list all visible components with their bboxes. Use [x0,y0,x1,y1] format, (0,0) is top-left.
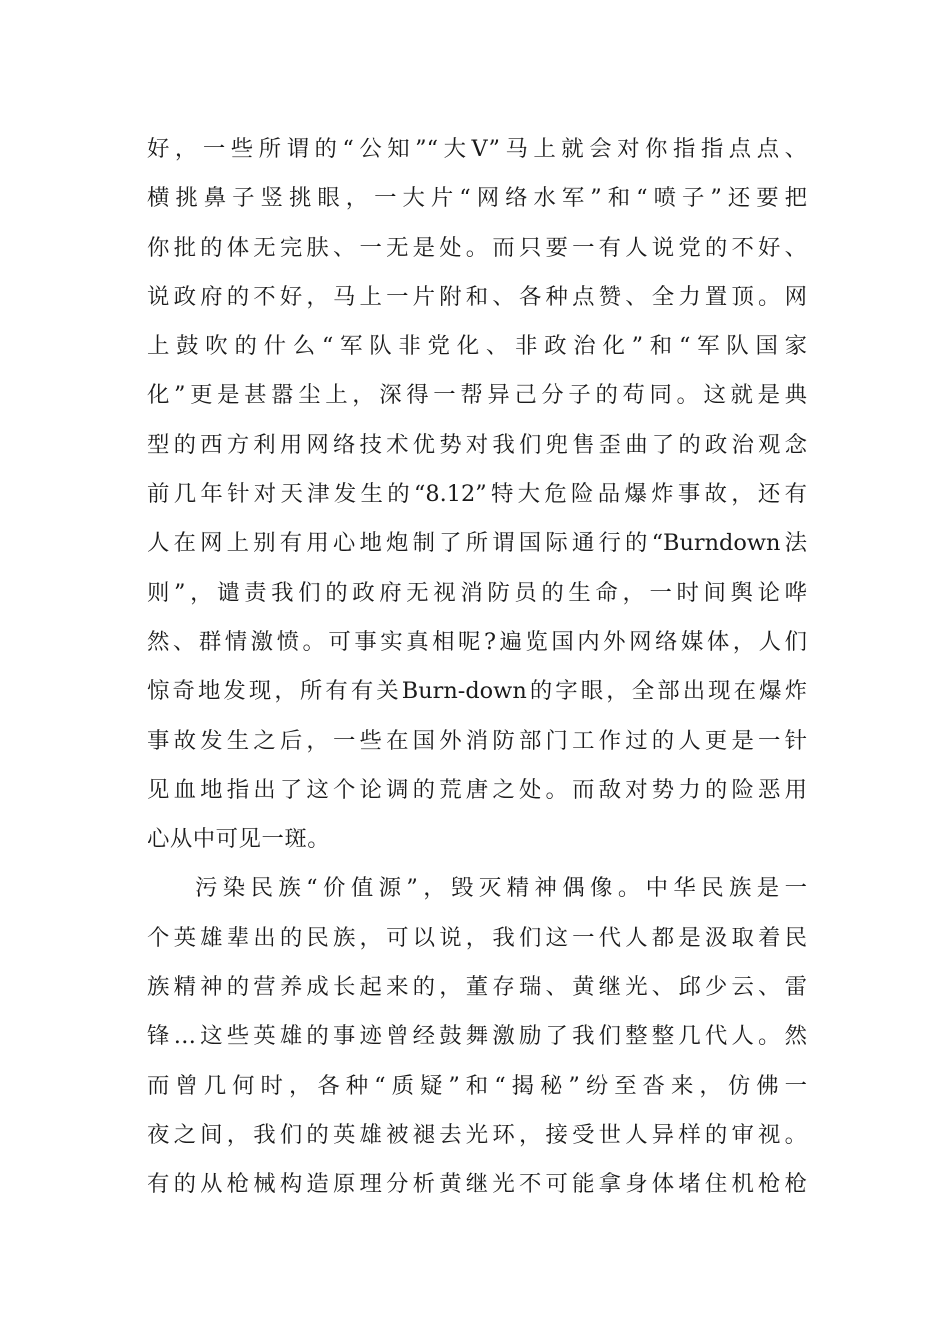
text-line: 夜之间，我们的英雄被褪去光环，接受世人异样的审视。 [147,1121,807,1148]
text-line: 化”更是甚嚣尘上，深得一帮异己分子的苟同。这就是典 [147,382,807,409]
text-line: 上鼓吹的什么“军队非党化、非政治化”和“军队国家 [147,333,807,360]
text-line: 横挑鼻子竖挑眼，一大片“网络水军”和“喷子”还要把 [147,185,807,212]
text-line: 锋…这些英雄的事迹曾经鼓舞激励了我们整整几代人。然 [147,1023,807,1050]
text-line: 说政府的不好，马上一片附和、各种点赞、全力置顶。网 [147,283,807,310]
text-line: 型的西方利用网络技术优势对我们兜售歪曲了的政治观念 [147,431,807,458]
text-line: 则”，谴责我们的政府无视消防员的生命，一时间舆论哗 [147,579,807,606]
text-line: 事故发生之后，一些在国外消防部门工作过的人更是一针 [147,727,807,754]
text-line: 而曾几何时，各种“质疑”和“揭秘”纷至沓来，仿佛一 [147,1072,807,1099]
text-line: 然、群情激愤。可事实真相呢?遍览国内外网络媒体，人们 [147,628,807,655]
text-line: 好，一些所谓的“公知”“大V”马上就会对你指指点点、 [147,136,807,162]
text-line: 你批的体无完肤、一无是处。而只要一有人说党的不好、 [147,234,807,261]
text-line: 见血地指出了这个论调的荒唐之处。而敌对势力的险恶用 [147,776,807,803]
text-line: 有的从枪械构造原理分析黄继光不可能拿身体堵住机枪枪 [147,1171,807,1198]
text-line: 心从中可见一斑。 [147,826,331,853]
text-line: 惊奇地发现，所有有关Burn-down的字眼，全部出现在爆炸 [147,678,807,705]
text-line: 族精神的营养成长起来的，董存瑞、黄继光、邱少云、雷 [147,974,807,1001]
text-line: 人在网上别有用心地炮制了所谓国际通行的“Burndown法 [147,530,807,557]
paragraph-start-line: 污染民族“价值源”，毁灭精神偶像。中华民族是一 [195,875,807,902]
text-line: 前几年针对天津发生的“8.12”特大危险品爆炸事故，还有 [147,481,807,508]
body-text [147,125,807,1210]
text-line: 个英雄辈出的民族，可以说，我们这一代人都是汲取着民 [147,924,807,951]
